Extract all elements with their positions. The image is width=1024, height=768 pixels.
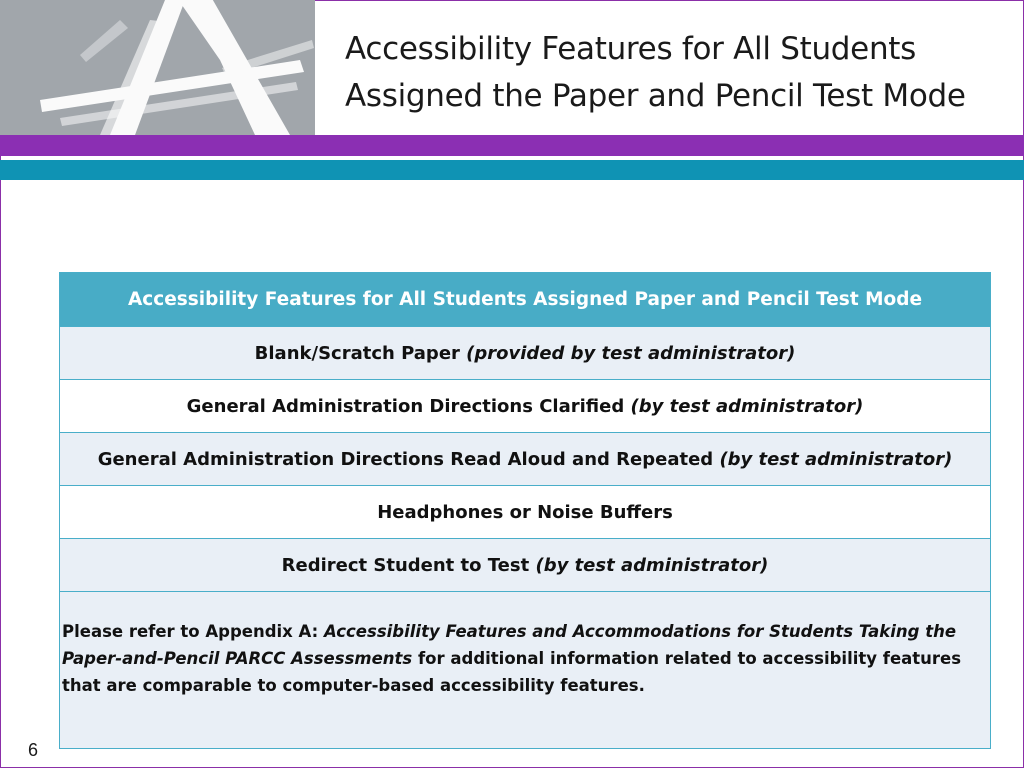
- table-header: Accessibility Features for All Students Assigned Paper and Pencil Test Mode: [60, 273, 991, 327]
- table-row: [60, 486, 991, 539]
- table-cell: [60, 486, 991, 539]
- slide-title: [345, 26, 1015, 120]
- table-cell: [60, 380, 991, 433]
- feature-qualifier: (by test administrator): [535, 554, 769, 576]
- table-cell: [60, 433, 991, 486]
- brush-letter-a-logo-icon: [0, 0, 315, 135]
- logo: [0, 0, 315, 135]
- feature-qualifier: (provided by test administrator): [466, 342, 796, 364]
- feature-qualifier: (by test administrator): [630, 395, 864, 417]
- feature-name: Headphones or Noise Buffers: [377, 501, 673, 523]
- table-cell: [60, 327, 991, 380]
- table-row: [60, 380, 991, 433]
- teal-divider-bar: [0, 160, 1024, 180]
- note-appendix-title: Accessibility Features and Accommodations for Students Taking the Paper-and-Pencil PARCC Assessments: [62, 622, 957, 668]
- slide-title-line-1: Accessibility Features for All Students: [345, 31, 917, 67]
- note-prefix: Please refer to Appendix A:: [62, 622, 324, 641]
- slide-title-line-2: Assigned the Paper and Pencil Test Mode: [345, 78, 966, 114]
- purple-divider-bar: [0, 135, 1024, 156]
- table-cell: [60, 539, 991, 592]
- table-row: [60, 327, 991, 380]
- note-suffix: for additional information related to accessibility features that are comparable to computer-based accessibility features.: [62, 649, 962, 695]
- accessibility-features-table: [59, 272, 991, 749]
- feature-name: Blank/Scratch Paper: [254, 342, 467, 364]
- table-row: [60, 539, 991, 592]
- feature-name: Redirect Student to Test: [281, 554, 536, 576]
- table-note-row: [60, 592, 991, 749]
- feature-name: General Administration Directions Read Aloud and Repeated: [97, 448, 720, 470]
- feature-qualifier: (by test administrator): [719, 448, 953, 470]
- page-number: 6: [28, 740, 39, 760]
- appendix-note: [60, 592, 991, 749]
- feature-name: General Administration Directions Clarified: [186, 395, 631, 417]
- table-row: [60, 433, 991, 486]
